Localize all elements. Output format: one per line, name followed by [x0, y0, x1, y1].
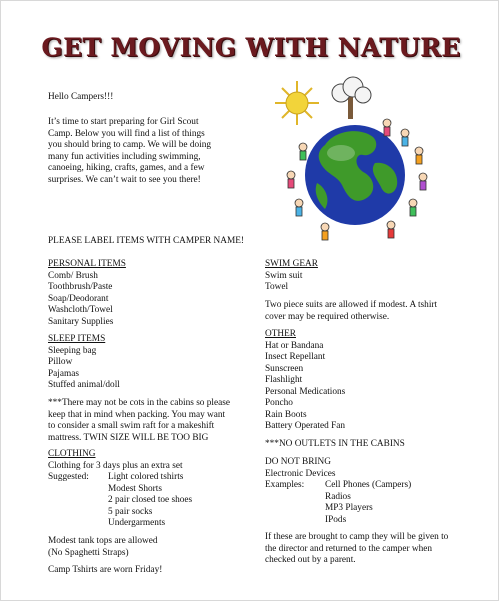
label-note: PLEASE LABEL ITEMS WITH CAMPER NAME! [48, 236, 245, 246]
list-item: Swim suit [265, 270, 303, 281]
list-item: Battery Operated Fan [265, 421, 346, 431]
list-item: Sleeping bag [48, 345, 97, 356]
swim-note-line: Two piece suits are allowed if modest. A tshirt [265, 300, 438, 310]
intro-line: It’s time to start preparing for Girl Scout [48, 117, 199, 127]
intro-line: Camp. Below you will find a list of things [48, 128, 205, 139]
tank-note-line: (No Spaghetti Straps) [48, 547, 129, 558]
list-item: Pillow [48, 357, 73, 367]
list-item: Towel [265, 282, 289, 292]
list-item: Cell Phones (Campers) [325, 480, 412, 490]
list-item: Comb/ Brush [48, 270, 98, 281]
final-note-line: the director and returned to the camper when [265, 543, 433, 554]
list-item: Washcloth/Towel [48, 305, 113, 315]
list-item: Flashlight [265, 375, 303, 385]
intro-line: many fun activities including swimming, [48, 151, 201, 162]
swim-gear-heading: SWIM GEAR [265, 259, 318, 269]
list-item: Radios [325, 491, 351, 502]
list-item: Poncho [265, 398, 293, 408]
donot-line: Electronic Devices [265, 468, 336, 479]
list-item: Stuffed animal/doll [48, 380, 120, 390]
final-note-line: checked out by a parent. [265, 555, 356, 565]
outlets-note: ***NO OUTLETS IN THE CABINS [265, 439, 405, 449]
list-item: Soap/Deodorant [48, 293, 109, 304]
list-item: Sanitary Supplies [48, 316, 114, 327]
tank-note-line: Modest tank tops are allowed [48, 536, 158, 546]
examples-label: Examples: [265, 480, 305, 490]
page-title: GET MOVING WITH NATURE [41, 33, 461, 62]
camp-tshirts-note: Camp Tshirts are worn Friday! [48, 565, 163, 575]
other-heading: OTHER [265, 329, 296, 339]
list-item: Modest Shorts [108, 483, 162, 494]
list-item: Hat or Bandana [265, 340, 324, 351]
final-note-line: If these are brought to camp they will be given to [265, 532, 449, 542]
swim-note-line: cover may be required otherwise. [265, 311, 390, 322]
intro-line: you should bring to camp. We will be doing [48, 140, 212, 150]
list-item: Personal Medications [265, 386, 346, 397]
list-item: Toothbrush/Paste [48, 282, 113, 292]
sun-icon [275, 81, 319, 125]
list-item: Sunscreen [265, 363, 304, 374]
greeting: Hello Campers!!! [48, 92, 114, 102]
tree-icon [332, 77, 371, 119]
list-item: Undergarments [108, 518, 166, 528]
list-item: Light colored tshirts [108, 472, 184, 482]
cots-note-line: ***There may not be cots in the cabins so please [48, 398, 231, 408]
list-item: Pajamas [48, 368, 79, 379]
list-item: Insect Repellant [265, 352, 326, 362]
cots-note-line: mattress. TWIN SIZE WILL BE TOO BIG [48, 432, 209, 443]
cots-note-line: to consider a small swim raft for a makeshift [48, 421, 215, 431]
clothing-heading: CLOTHING [48, 449, 96, 459]
list-item: MP3 Players [325, 503, 373, 513]
intro-line: canoeing, hiking, crafts, games, and a few [48, 163, 205, 173]
list-item: IPods [325, 514, 347, 525]
intro-line: surprises. We can’t wait to see you there! [48, 174, 201, 185]
list-item: Rain Boots [265, 409, 307, 420]
cots-note-line: keep that in mind when packing. You may want [48, 409, 226, 420]
sleep-items-heading: SLEEP ITEMS [48, 334, 106, 344]
globe-with-sun-and-children-icon [255, 75, 455, 245]
personal-items-heading: PERSONAL ITEMS [48, 259, 126, 269]
list-item: 2 pair closed toe shoes [108, 495, 193, 505]
clothing-line: Clothing for 3 days plus an extra set [48, 460, 183, 471]
suggested-label: Suggested: [48, 472, 89, 482]
do-not-bring-heading: DO NOT BRING [265, 457, 331, 467]
list-item: 5 pair socks [108, 506, 153, 517]
